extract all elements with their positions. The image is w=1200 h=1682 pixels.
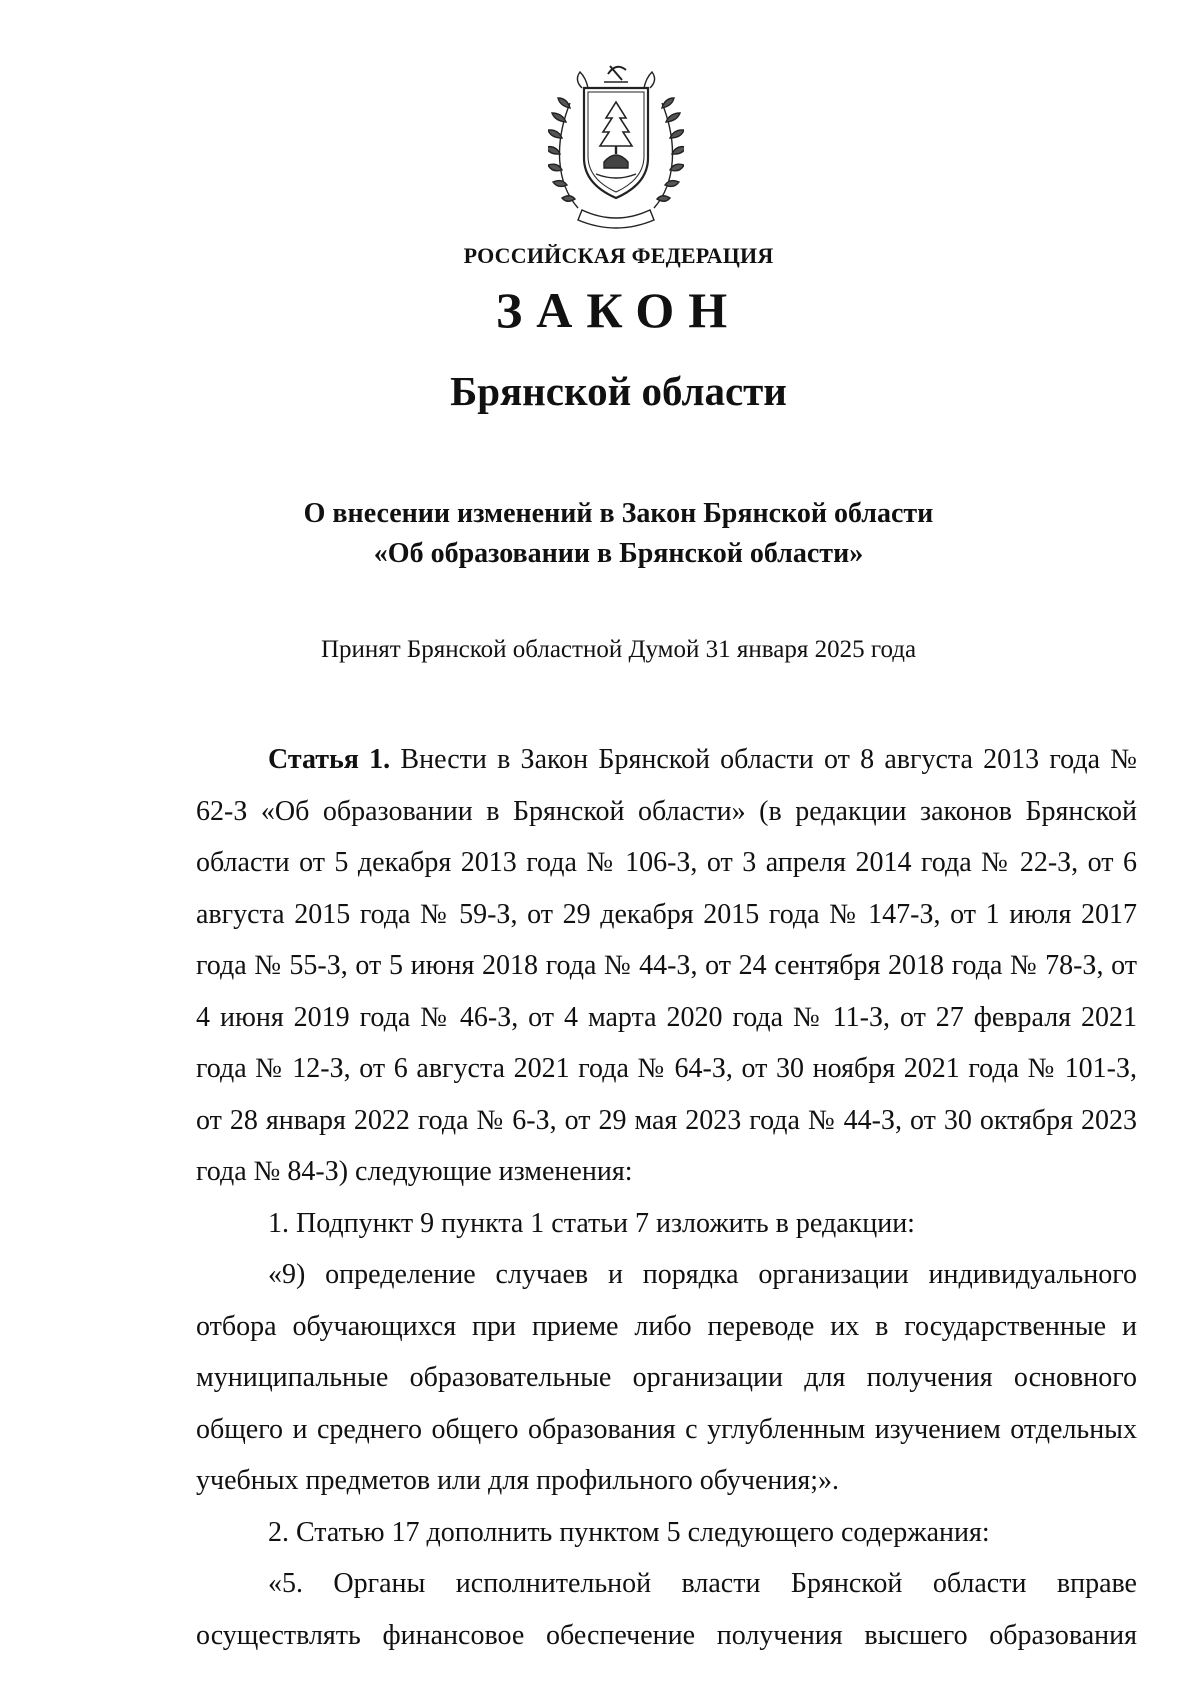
adoption-note: Принят Брянской областной Думой 31 января 2025 года: [320, 636, 917, 663]
article-1-intro: Внести в Закон Брянской области от 8 августа 2013 года № 62-З «Об образовании в Брянской области» (в редакции законов Брянской области от 5 декабря 2013 года № 106-З, от 3 апреля 2014 года № 22-З, от 6 августа 2015 года № 59-З, от 29 декабря 2015 года № 147-З, от 1 июля 2017 года № 55-З, от 5 июня 2018 года № 44-З, от 24 сентября 2018 года № 78-З, от 4 июня 2019 года № 46-З, от 4 марта 2020 года № 11-З, от 27 февраля 2021 года № 12-З, от 6 августа 2021 года № 64-З, от 30 ноября 2021 года № 101-З, от 28 января 2022 года № 6-З, от 29 мая 2023 года № 44-З, от 30 октября 2023 года № 84-З) следующие изменения:: [196, 744, 1137, 1187]
document-title-line-2: «Об образовании в Брянской области»: [373, 538, 864, 569]
article-1-item-1-text: «9) определение случаев и порядка организации индивидуального отбора обучающихся при приеме либо переводе их в государственные и муниципальные образовательные организации для получения основного общего и среднего общего образования с углубленным изучением отдельных учебных предметов или для профильного обучения;».: [196, 1259, 1137, 1496]
article-1-label: Статья 1.: [268, 744, 391, 775]
article-1-item-2-text: «5. Органы исполнительной власти Брянской области вправе осуществлять финансовое обеспечение получения высшего образования: [196, 1568, 1137, 1651]
document-body: [196, 734, 1137, 1661]
header-country: РОССИЙСКАЯ ФЕДЕРАЦИЯ: [463, 243, 774, 268]
document-title-line-1: О внесении изменений в Закон Брянской области: [303, 498, 934, 529]
coat-of-arms-emblem: [548, 58, 684, 230]
header-region: Брянской области: [450, 368, 787, 414]
header-law-title: ЗАКОН: [495, 282, 742, 338]
article-1-item-2: 2. Статью 17 дополнить пунктом 5 следующего содержания:: [268, 1516, 990, 1548]
article-1-paragraph: [196, 734, 1137, 1198]
article-1-item-1: 1. Подпункт 9 пункта 1 статьи 7 изложить в редакции:: [268, 1207, 915, 1239]
document-title: [0, 494, 1200, 574]
